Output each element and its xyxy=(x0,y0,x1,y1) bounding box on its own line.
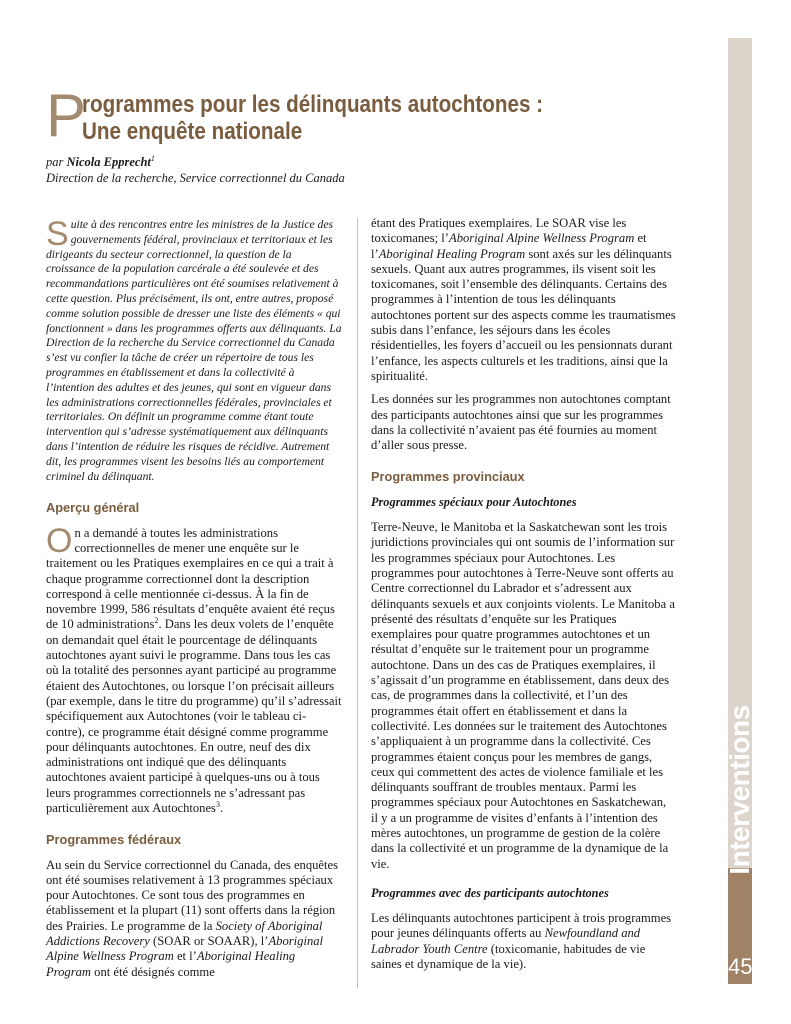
subheading-speciaux: Programmes spéciaux pour Autochtones xyxy=(371,494,577,509)
byline xyxy=(46,154,345,186)
author-name: Nicola Epprecht xyxy=(66,155,151,169)
title-line-2: Une enquête nationale xyxy=(82,118,303,145)
author-footnote: 1 xyxy=(150,153,155,163)
right-p1-em-1: Aboriginal Alpine Wellness Program xyxy=(449,231,635,246)
section-heading-apercu: Aperçu général xyxy=(46,500,140,516)
intro-text: uite à des rencontres entre les ministres de la Justice des gouvernements fédéral, provinciaux et territoriaux et les dirigeants du secteur correctionnel, la question de la croissance de la population carcérale a été soulevée et des recommandations particulières ont été soumises relativement à cette question. Plus précisément, ils ont, entre autres, proposé comme solution possible de dresser une liste des éléments « qui fonctionnent » dans les programmes offerts aux délinquants. La Direction de la recherche du Service correctionnel du Canada s’est vu confier la tâche de créer un répertoire de tous les programmes en établissement et dans la collectivité à l’intention des adultes et des jeunes, qui sont en vigueur dans les administrations correctionnelles fédérales, provinciales et territoriales. On définit un programme comme étant toute intervention qui s’adresse systématiquement aux délinquants dans l’intention de réduire les risques de récidive. Autrement dit, les programmes visent les besoins liés au comportement criminel du délinquant. xyxy=(46,218,342,483)
footnote-ref-2: 2 xyxy=(154,616,159,626)
right-p1-text-a: étant des Pratiques exemplaires. Le SOAR vise les toxicomanes; l’ xyxy=(371,216,627,246)
intro-dropcap: S xyxy=(46,215,69,253)
right-paragraph-3: Terre-Neuve, le Manitoba et la Saskatchewan sont les trois juridictions provinciales qui ont soumis de l’information sur les programmes spéciaux pour Autochtones. Les programmes pour autochtones à Terre-Neuve sont offerts au Centre correctionnel du Labrador et s’adressent aux délinquants sexuels et aux conjoints violents. Le Manitoba a présenté des résultats d’enquête sur les Pratiques exemplaires pour quatre programmes autochtones et un résultat d’enquête sur le traitement pour un programme autochtone. Dans un des cas de Pratiques exemplaires, il s’agissait d’un programme en établissement, dans deux des cas, de programmes dans la collectivité, et l’un des programmes était offert en établissement et dans la collectivité. Les données sur le traitement des Autochtones s’appliquaient à un programme dans la collectivité. Ces programmes étaient conçus pour les membres de gangs, ceux qui commettent des actes de violence familiale et les délinquants souffrant de troubles mentaux. Parmi les programmes spéciaux pour Autochtones en Saskatchewan, il y a un programme de visites d’enfants à l’intention des mères autochtones, un programme de gestion de la colère dans la collectivité et un programme de la dynamique de la vie. xyxy=(371,520,675,871)
apercu-text-a: n a demandé à toutes les administrations correctionnelles de mener une enquête sur le traitement ou les Pratiques exemplaires en ce qui a trait à chaque programme correctionnel dont la description correspond à celle mentionnée ci-dessus. À la fin de novembre 1999, 586 résultats d’enquête avaient été reçus de 10 administrations xyxy=(46,525,335,632)
right-paragraph-2: Les données sur les programmes non autochtones comptant des participants autochtones ainsi que sur les programmes dans la collectivité n’avaient pas été fournies au moment d’aller sous presse. xyxy=(371,392,671,453)
section-heading-provinciaux: Programmes provinciaux xyxy=(371,469,525,485)
apercu-dropcap: O xyxy=(46,521,73,560)
column-divider xyxy=(357,218,358,988)
footnote-ref-3: 3 xyxy=(215,799,220,809)
right-p4-em: Newfoundland and Labrador Youth Centre xyxy=(371,926,641,956)
right-column xyxy=(371,216,676,980)
intro-paragraph xyxy=(46,215,342,484)
left-column xyxy=(46,215,342,988)
right-paragraph-1 xyxy=(371,216,676,384)
federaux-text-b: (SOAR or SOAAR), l’ xyxy=(149,934,269,949)
title-dropcap: P xyxy=(46,82,87,149)
federaux-paragraph xyxy=(46,858,342,980)
page-number: 45 xyxy=(728,954,753,979)
right-p4-text-a: Les délinquants autochtones participent à trois programmes pour jeunes délinquants offerts au xyxy=(371,911,672,941)
section-heading-federaux: Programmes fédéraux xyxy=(46,832,182,848)
federaux-em-1: Society of Aboriginal Addictions Recovery xyxy=(46,918,323,949)
byline-par: par xyxy=(46,155,67,169)
right-p4-text-b: (toxicomanie, habitudes de vie saines et dynamique de la vie). xyxy=(371,941,646,972)
author-affiliation: Direction de la recherche, Service correctionnel du Canada xyxy=(46,171,345,185)
subheading-participants: Programmes avec des participants autochtones xyxy=(371,885,609,900)
right-p1-em-2: Aboriginal Healing Program xyxy=(378,246,526,261)
right-p1-text-c: sont axés sur les délinquants sexuels. Quant aux autres programmes, ils visent soit les toxicomanes, soit l’ensemble des délinquants. Certains des programmes à l’intention de tous les délinquants autochtones portent sur des aspects comme les traumatismes subis dans l’enfance, les séjours dans les écoles résidentielles, les foyers d’accueil ou les pensionnats durant l’enfance, les aspects culturels et les traditions, ainsi que la spiritualité. xyxy=(371,246,676,383)
right-p1-text-b: et l’ xyxy=(371,231,647,261)
apercu-text-c: . xyxy=(219,800,224,815)
federaux-text-a: Au sein du Service correctionnel du Canada, des enquêtes ont été soumises relativement à 13 programmes spéciaux pour Autochtones. Ce sont tous des programmes en établissement et la plupart (11) sont offerts dans la région des Prairies. Le programme de la xyxy=(46,857,339,933)
right-paragraph-4 xyxy=(371,911,676,972)
federaux-text-c: et l’ xyxy=(173,949,197,964)
apercu-text-b: . Dans les deux volets de l’enquête on demandait quel était le pourcentage de délinquants autochtones ayant suivi le programme. Dans tous les cas où la totalité des personnes ayant participé au programme étaient des Autochtones, ou lorsque l’on précisait ailleurs (par exemple, dans le titre du programme) qu’il s’adressait spécifiquement aux Autochtones (voir le tableau ci-contre), ce programme était désigné comme programme pour délinquants autochtones. En outre, neuf des dix administrations ont indiqué que des délinquants autochtones avaient participé à quelques-uns ou à tous leurs programmes correctionnels ne s’adressant pas particulièrement aux Autochtones xyxy=(46,617,342,815)
federaux-em-3: Aboriginal Healing Program xyxy=(46,949,296,979)
apercu-paragraph xyxy=(46,521,342,817)
federaux-text-d: ont été désignés comme xyxy=(91,964,215,979)
federaux-em-2: Aboriginal Alpine Wellness Program xyxy=(46,934,324,964)
section-label: Interventions xyxy=(724,705,755,875)
title-line-1: rogrammes pour les délinquants autochtones : xyxy=(82,91,544,118)
